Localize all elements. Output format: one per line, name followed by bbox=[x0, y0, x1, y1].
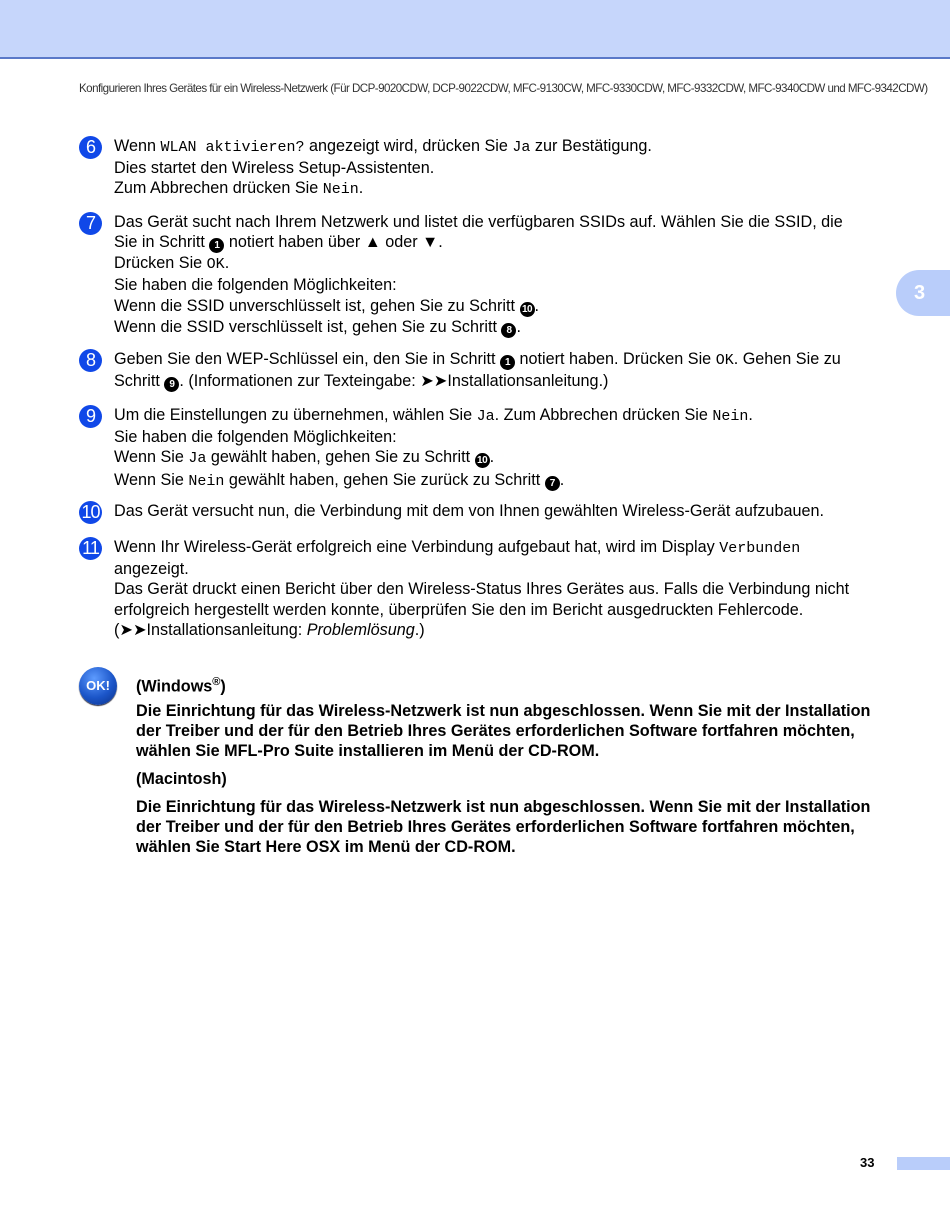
step-ref-icon: 1 bbox=[500, 355, 515, 370]
step-7-line-3: Drücken Sie OK. bbox=[114, 254, 230, 274]
double-arrow-icon: ➤➤ bbox=[420, 372, 448, 391]
step-8-line-1: Geben Sie den WEP-Schlüssel ein, den Sie in Schritt 1 notiert haben. Drücken Sie OK. Gehen Sie zu bbox=[114, 350, 841, 369]
step-6-line-1: Wenn WLAN aktivieren? angezeigt wird, drücken Sie Ja zur Bestätigung. bbox=[114, 137, 652, 156]
step-9-line-2: Sie haben die folgenden Möglichkeiten: bbox=[114, 428, 397, 447]
lcd-text: Ja bbox=[476, 408, 495, 425]
step-9-line-1: Um die Einstellungen zu übernehmen, wählen Sie Ja. Zum Abbrechen drücken Sie Nein. bbox=[114, 406, 753, 425]
step-11-line-5: (➤➤Installationsanleitung: Problemlösung.) bbox=[114, 620, 425, 639]
step-number-7: 7 bbox=[79, 212, 102, 235]
lcd-text: OK bbox=[715, 352, 734, 369]
step-number-10: 10 bbox=[79, 501, 102, 524]
lcd-text: Ja bbox=[512, 139, 531, 156]
lcd-text: OK bbox=[206, 256, 225, 274]
running-header: Konfigurieren Ihres Gerätes für ein Wireless-Netzwerk (Für DCP-9020CDW, DCP-9022CDW, MFC-9130CW, MFC-9330CDW, MFC-9332CDW, MFC-9340CDW und MFC-9342CDW) bbox=[79, 82, 928, 95]
step-9-line-4: Wenn Sie Nein gewählt haben, gehen Sie zurück zu Schritt 7 . bbox=[114, 470, 565, 490]
step-6-text bbox=[114, 136, 899, 201]
step-7-line-1: Das Gerät sucht nach Ihrem Netzwerk und listet die verfügbaren SSIDs auf. Wählen Sie die SSID, die bbox=[114, 213, 843, 231]
step-11-line-3: Das Gerät druckt einen Bericht über den Wireless-Status Ihres Gerätes aus. Falls die Verbindung nicht bbox=[114, 580, 850, 599]
step-7 bbox=[79, 212, 899, 338]
lcd-text: Nein bbox=[322, 181, 359, 199]
step-number-8: 8 bbox=[79, 349, 102, 372]
step-6-line-2: Dies startet den Wireless Setup-Assistenten. bbox=[114, 159, 435, 178]
step-ref-icon: 10 bbox=[520, 302, 535, 317]
lcd-text: Ja bbox=[188, 450, 207, 468]
step-9-text bbox=[114, 405, 899, 492]
step-7-line-6: Wenn die SSID verschlüsselt ist, gehen Sie zu Schritt 8 . bbox=[114, 317, 521, 336]
step-10 bbox=[79, 501, 899, 521]
step-number-11: 11 bbox=[79, 537, 102, 560]
step-10-line-1: Das Gerät versucht nun, die Verbindung mit dem von Ihnen gewählten Wireless-Gerät aufzubauen. bbox=[114, 502, 824, 520]
chapter-tab: 3 bbox=[896, 270, 950, 316]
step-11-line-1: Wenn Ihr Wireless-Gerät erfolgreich eine Verbindung aufgebaut hat, wird im Display Verbunden bbox=[114, 538, 801, 557]
windows-heading: (Windows®) bbox=[136, 676, 226, 696]
step-8-text bbox=[114, 349, 899, 392]
step-9-line-3: Wenn Sie Ja gewählt haben, gehen Sie zu Schritt 10 . bbox=[114, 448, 495, 468]
step-7-line-5: Wenn die SSID unverschlüsselt ist, gehen Sie zu Schritt 10 . bbox=[114, 296, 539, 315]
lcd-text: Nein bbox=[712, 408, 749, 425]
top-band bbox=[0, 0, 950, 59]
step-6-line-3: Zum Abbrechen drücken Sie Nein. bbox=[114, 179, 364, 199]
step-6 bbox=[79, 136, 899, 201]
step-ref-icon: 8 bbox=[501, 323, 516, 338]
step-8 bbox=[79, 349, 899, 392]
macintosh-note-text: Die Einrichtung für das Wireless-Netzwerk ist nun abgeschlossen. Wenn Sie mit der Installation der Treiber und der für den Betrieb Ihres Gerätes erforderlichen Software fortfahren möchten, wählen Sie Start Here OSX im Menü der CD-ROM. bbox=[136, 798, 871, 857]
step-11-text bbox=[114, 537, 899, 640]
installation-guide-ref: Installationsanleitung.) bbox=[447, 372, 609, 391]
step-ref-icon: 7 bbox=[545, 476, 560, 491]
lcd-text: Nein bbox=[188, 472, 225, 490]
step-ref-icon: 10 bbox=[475, 453, 490, 468]
step-9 bbox=[79, 405, 899, 492]
ok-icon: OK! bbox=[79, 667, 117, 705]
page-number-bar bbox=[897, 1157, 950, 1170]
step-7-text bbox=[114, 212, 899, 338]
step-8-line-2: Schritt 9 . (Informationen zur Texteingabe: ➤➤Installationsanleitung.) bbox=[114, 372, 609, 391]
page-number: 33 bbox=[860, 1155, 875, 1170]
step-11-line-4: erfolgreich hergestellt werden konnte, überprüfen Sie den im Bericht ausgedruckten Fehlercode. bbox=[114, 600, 804, 619]
step-11-line-2: angezeigt. bbox=[114, 560, 189, 579]
step-7-line-4: Sie haben die folgenden Möglichkeiten: bbox=[114, 276, 397, 295]
step-11 bbox=[79, 537, 899, 640]
step-ref-icon: 1 bbox=[209, 238, 224, 253]
step-ref-icon: 9 bbox=[164, 377, 179, 392]
windows-note-text: Die Einrichtung für das Wireless-Netzwerk ist nun abgeschlossen. Wenn Sie mit der Installation der Treiber und der für den Betrieb Ihres Gerätes erforderlichen Software fortfahren möchten, wählen Sie MFL-Pro Suite installieren im Menü der CD-ROM. bbox=[136, 702, 871, 761]
double-arrow-icon: ➤➤ bbox=[119, 620, 147, 639]
troubleshooting-ref: Problemlösung bbox=[306, 620, 415, 639]
lcd-text: Verbunden bbox=[719, 540, 801, 557]
macintosh-heading: (Macintosh) bbox=[136, 770, 227, 788]
lcd-text: WLAN aktivieren? bbox=[160, 139, 305, 156]
step-10-text bbox=[114, 501, 899, 521]
step-number-6: 6 bbox=[79, 136, 102, 159]
step-7-line-2: Sie in Schritt 1 notiert haben über ▲ oder ▼. bbox=[114, 233, 443, 252]
step-number-9: 9 bbox=[79, 405, 102, 428]
